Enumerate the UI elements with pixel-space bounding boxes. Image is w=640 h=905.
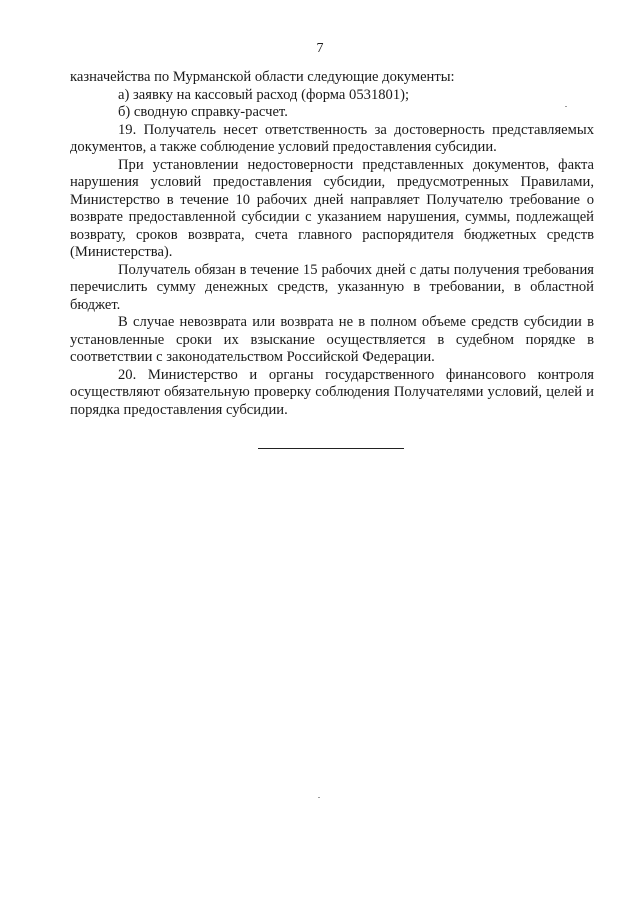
list-item-summary-statement: б) сводную справку-расчет. — [118, 104, 288, 120]
clause-20-control: 20. Министерство и органы государственного финансового контроля осуществляют обязательную проверку соблюдения Получателями условий, целей и порядка предоставления субсидии. — [70, 366, 594, 418]
clause-19-responsibility: 19. Получатель несет ответственность за достоверность представляемых документов, а также соблюдение условий предоставления субсидии. — [70, 121, 594, 155]
page-number: 7 — [316, 41, 324, 56]
list-item-cash-request: а) заявку на кассовый расход (форма 0531801); — [118, 86, 410, 103]
paragraph-refund-demand: При установлении недостоверности представленных документов, факта нарушения условий предоставления субсидии, предусмотренных Правилами, Министерство в течение 10 рабочих дней направляет Получателю требование о возврате предоставленной субсидии с указанием нарушения, суммы, подлежащей возврату, сроков возврата, счета главного распорядителя бюджетных средств (Министерства). — [70, 156, 594, 260]
paragraph-treasury-documents: казначейства по Мурманской области следующие документы: — [70, 69, 455, 85]
end-of-text-rule — [258, 448, 404, 449]
scan-speck — [318, 797, 320, 798]
document-body — [70, 69, 594, 419]
scan-speck — [565, 106, 567, 107]
paragraph-refund-deadline: Получатель обязан в течение 15 рабочих дней с даты получения требования перечислить сумму денежных средств, указанную в требовании, в областной бюджет. — [70, 261, 594, 313]
paragraph-court-recovery: В случае невозврата или возврата не в полном объеме средств субсидии в установленные сроки их взыскание осуществляется в судебном порядке в соответствии с законодательством Российской Федерации. — [70, 314, 594, 365]
